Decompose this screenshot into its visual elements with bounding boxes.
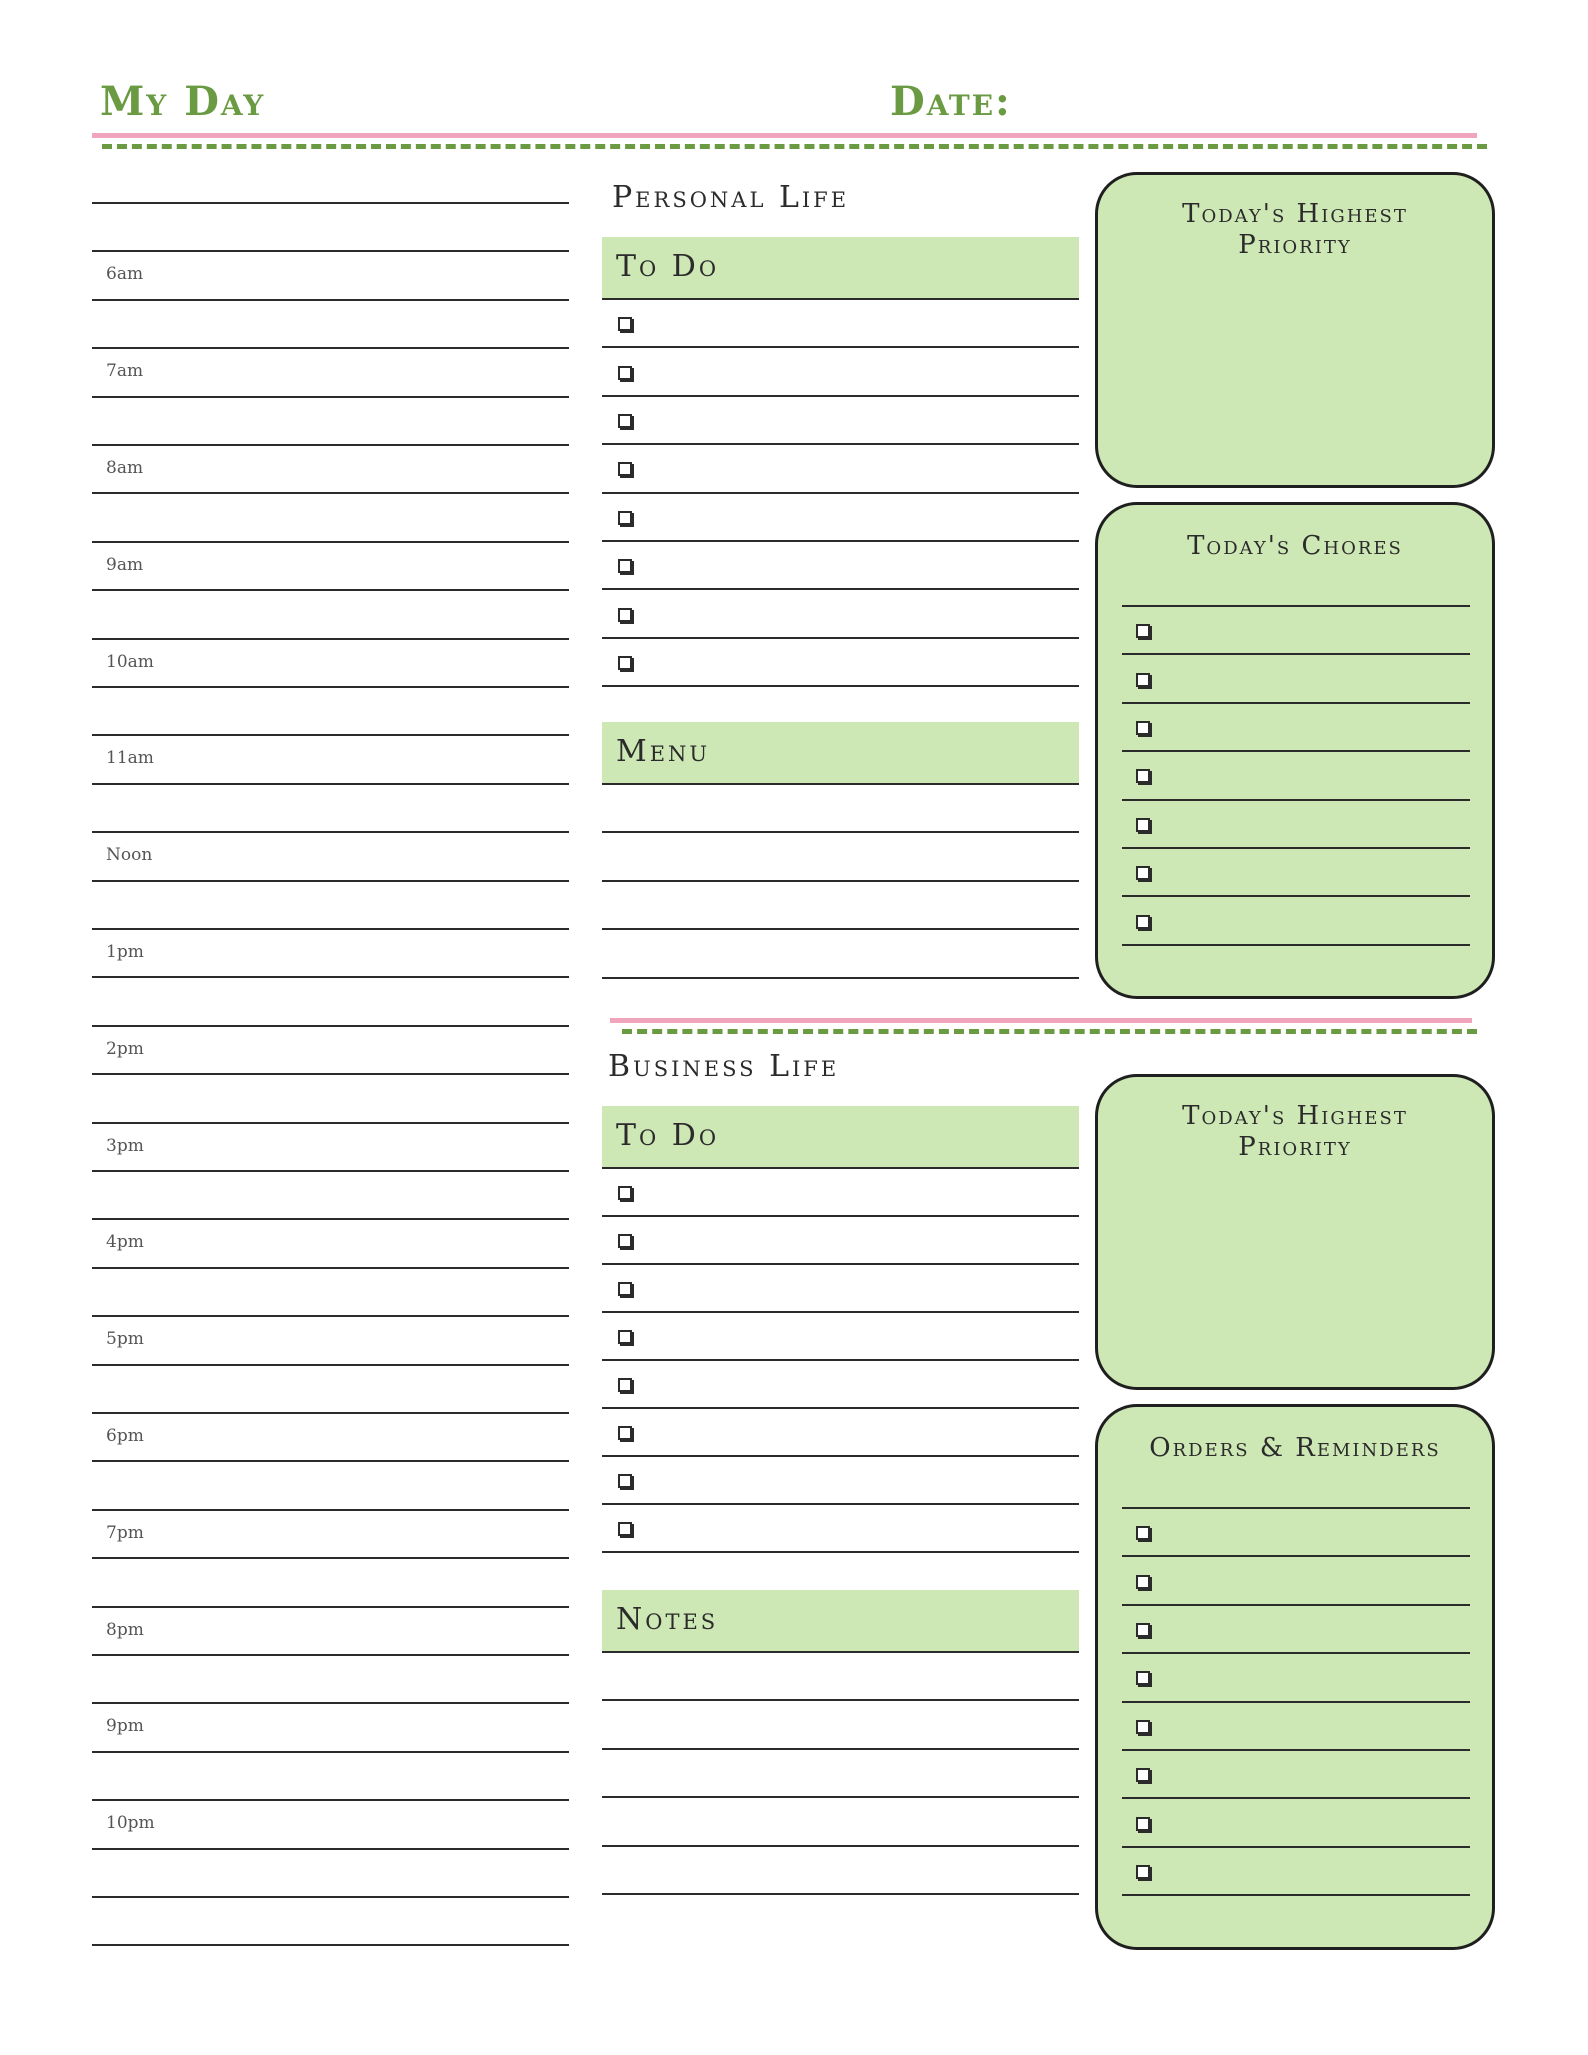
chore-line [1122,799,1470,801]
note-line[interactable] [602,1796,1079,1798]
chore-line [1122,702,1470,704]
chore-line [1122,847,1470,849]
personal-todo-band [602,237,1079,298]
schedule-line[interactable] [92,1025,569,1027]
menu-line[interactable] [602,977,1079,979]
schedule-line[interactable] [92,1944,569,1946]
order-checkbox[interactable] [1136,1526,1150,1540]
notes-band [602,1590,1079,1651]
business-todo-label: To Do [616,1118,720,1153]
header-pink-rule [92,133,1477,138]
personal-todo-top-line[interactable] [602,298,1079,300]
business-todo-checkbox[interactable] [618,1378,632,1392]
time-label: 2pm [106,1038,144,1059]
schedule-line[interactable] [92,1073,569,1075]
schedule-line[interactable] [92,1557,569,1559]
date-label: Date: [890,78,1012,125]
order-line [1122,1797,1470,1799]
schedule-line[interactable] [92,976,569,978]
chore-checkbox[interactable] [1136,769,1150,783]
note-line[interactable] [602,1748,1079,1750]
menu-label: Menu [616,734,711,769]
personal-todo-line [602,588,1079,590]
personal-todo-line [602,492,1079,494]
order-checkbox[interactable] [1136,1865,1150,1879]
notes-label: Notes [616,1602,719,1637]
business-todo-checkbox[interactable] [618,1282,632,1296]
chore-checkbox[interactable] [1136,721,1150,735]
order-line [1122,1701,1470,1703]
schedule-line[interactable] [92,1799,569,1801]
time-label: 9am [106,554,144,575]
chore-checkbox[interactable] [1136,915,1150,929]
schedule-line[interactable] [92,1848,569,1850]
schedule-line[interactable] [92,880,569,882]
personal-priority-title-line1: Today's Highest [1182,199,1408,229]
order-line [1122,1749,1470,1751]
business-priority-title-line2: Priority [1238,1132,1352,1162]
chore-line [1122,944,1470,946]
schedule-line[interactable] [92,928,569,930]
order-line [1122,1652,1470,1654]
note-line[interactable] [602,1845,1079,1847]
chore-checkbox[interactable] [1136,866,1150,880]
schedule-line[interactable] [92,783,569,785]
chore-line [1122,750,1470,752]
order-line [1122,1846,1470,1848]
schedule-line[interactable] [92,734,569,736]
personal-todo-line [602,346,1079,348]
personal-todo-checkbox[interactable] [618,414,632,428]
schedule-line[interactable] [92,541,569,543]
business-todo-line [602,1263,1079,1265]
personal-todo-line [602,443,1079,445]
chores-title: Today's Chores [1187,531,1403,561]
schedule-line[interactable] [92,1364,569,1366]
page-title: My Day [100,78,266,125]
personal-todo-checkbox[interactable] [618,462,632,476]
time-label: 4pm [106,1232,144,1253]
time-label: 1pm [106,942,144,962]
schedule-line[interactable] [92,1702,569,1704]
personal-todo-line [602,637,1079,639]
business-todo-line [602,1311,1079,1313]
order-checkbox[interactable] [1136,1575,1150,1589]
schedule-line[interactable] [92,1170,569,1172]
schedule-line[interactable] [92,492,569,494]
header-dashed-rule [102,144,1487,149]
business-priority-panel [1095,1074,1495,1390]
time-label: 5pm [106,1329,144,1350]
schedule-line[interactable] [92,1896,569,1898]
business-dashed-rule [622,1029,1477,1034]
note-line[interactable] [602,1651,1079,1653]
schedule-line[interactable] [92,686,569,688]
business-todo-line [602,1551,1079,1553]
orders-title: Orders & Reminders [1149,1433,1441,1463]
orders-panel [1095,1404,1495,1950]
business-todo-line [602,1215,1079,1217]
personal-section-title: Personal Life [612,180,850,215]
personal-todo-checkbox[interactable] [618,608,632,622]
business-todo-checkbox[interactable] [618,1330,632,1344]
schedule-line[interactable] [92,1509,569,1511]
time-label: 6pm [106,1426,144,1446]
menu-line[interactable] [602,831,1079,833]
personal-todo-line [602,395,1079,397]
time-label: 7pm [106,1522,144,1543]
order-line [1122,1604,1470,1606]
personal-todo-checkbox[interactable] [618,366,632,380]
business-todo-top-line[interactable] [602,1167,1079,1169]
business-todo-line [602,1503,1079,1505]
schedule-line[interactable] [92,299,569,301]
schedule-line[interactable] [92,1412,569,1414]
schedule-line[interactable] [92,250,569,252]
business-todo-checkbox[interactable] [618,1522,632,1536]
menu-line[interactable] [602,880,1079,882]
schedule-line[interactable] [92,1122,569,1124]
schedule-line[interactable] [92,444,569,446]
time-label: 8pm [106,1619,144,1640]
personal-todo-label: To Do [616,249,720,284]
schedule-line[interactable] [92,1606,569,1608]
business-todo-checkbox[interactable] [618,1426,632,1440]
personal-priority-panel [1095,172,1495,488]
order-checkbox[interactable] [1136,1671,1150,1685]
personal-todo-checkbox[interactable] [618,511,632,525]
order-checkbox[interactable] [1136,1768,1150,1782]
orders-top-line[interactable] [1122,1507,1470,1509]
chore-checkbox[interactable] [1136,624,1150,638]
schedule-line[interactable] [92,1315,569,1317]
schedule-line[interactable] [92,1654,569,1656]
menu-band [602,722,1079,783]
menu-line[interactable] [602,928,1079,930]
chore-checkbox[interactable] [1136,818,1150,832]
menu-line[interactable] [602,783,1079,785]
note-line[interactable] [602,1893,1079,1895]
chore-line [1122,895,1470,897]
business-priority-title-line1: Today's Highest [1182,1101,1408,1131]
note-line[interactable] [602,1699,1079,1701]
personal-todo-line [602,685,1079,687]
business-todo-checkbox[interactable] [618,1186,632,1200]
business-section-title: Business Life [608,1049,840,1084]
schedule-line[interactable] [92,831,569,833]
schedule-line[interactable] [92,1267,569,1269]
business-todo-checkbox[interactable] [618,1234,632,1248]
business-todo-band [602,1106,1079,1167]
time-label: 10pm [106,1813,155,1834]
order-line [1122,1555,1470,1557]
chores-top-line[interactable] [1122,605,1470,607]
time-label: 6am [106,264,144,285]
schedule-line[interactable] [92,1460,569,1462]
order-checkbox[interactable] [1136,1720,1150,1734]
personal-todo-checkbox[interactable] [618,317,632,331]
time-label: 7am [106,361,144,382]
schedule-line[interactable] [92,1218,569,1220]
time-label: 8am [106,458,144,478]
business-todo-checkbox[interactable] [618,1474,632,1488]
business-todo-line [602,1455,1079,1457]
time-label: 10am [106,651,154,672]
personal-priority-title-line2: Priority [1238,230,1352,260]
chore-checkbox[interactable] [1136,673,1150,687]
schedule-line[interactable] [92,347,569,349]
order-checkbox[interactable] [1136,1623,1150,1637]
schedule-line[interactable] [92,1751,569,1753]
chore-line [1122,653,1470,655]
business-todo-line [602,1359,1079,1361]
order-checkbox[interactable] [1136,1817,1150,1831]
schedule-line[interactable] [92,396,569,398]
schedule-line[interactable] [92,638,569,640]
personal-todo-checkbox[interactable] [618,656,632,670]
time-label: Noon [106,845,153,866]
personal-todo-checkbox[interactable] [618,559,632,573]
time-label: 9pm [106,1716,144,1737]
personal-todo-line [602,540,1079,542]
schedule-line[interactable] [92,589,569,591]
order-line [1122,1894,1470,1896]
business-pink-rule [610,1018,1472,1023]
business-todo-line [602,1407,1079,1409]
time-label: 3pm [106,1135,144,1156]
schedule-line[interactable] [92,202,569,204]
time-label: 11am [106,748,154,769]
